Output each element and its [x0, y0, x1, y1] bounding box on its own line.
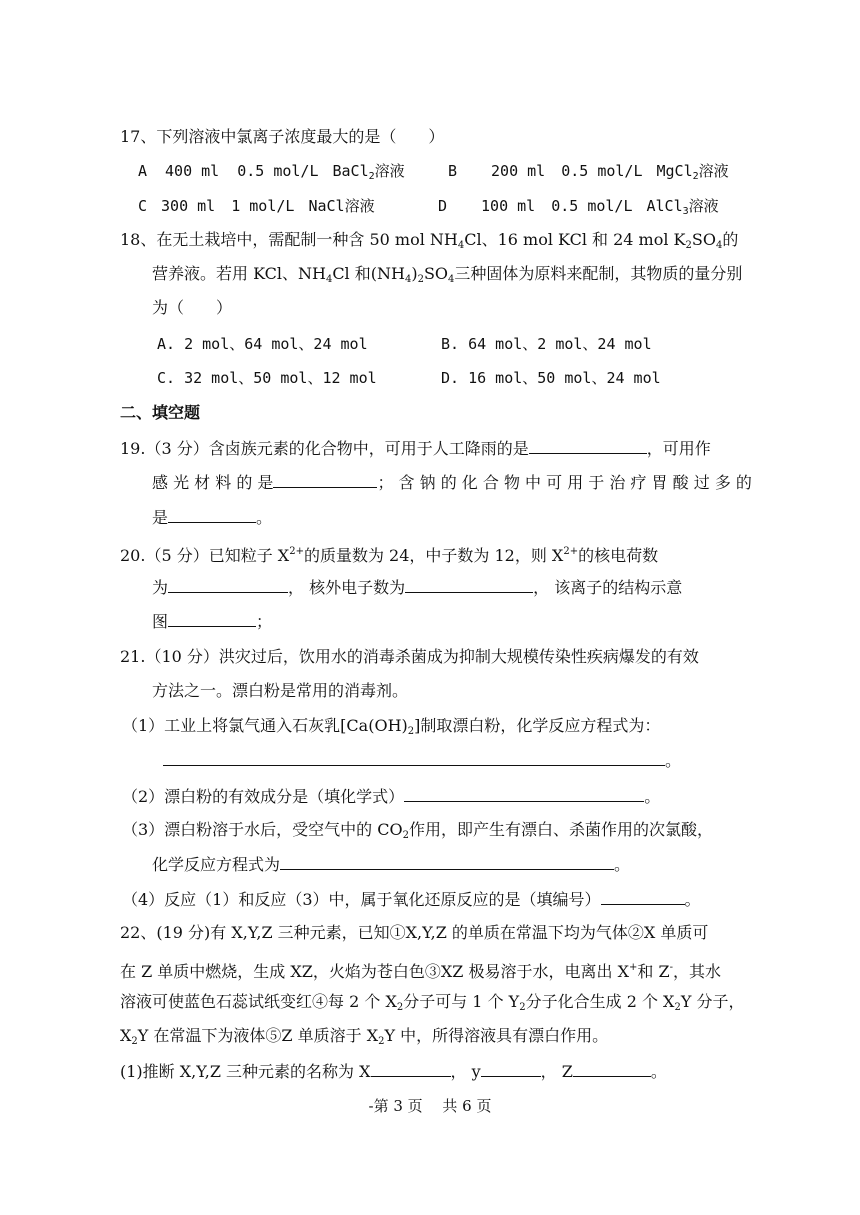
q22-blank-x[interactable]	[371, 1060, 451, 1077]
q21-blank-2[interactable]	[404, 785, 644, 802]
q19-blank-3[interactable]	[168, 506, 256, 523]
q21-blank-4[interactable]	[601, 888, 685, 905]
q22-line2: 在 Z 单质中燃烧，生成 XZ，火焰为苍白色③XZ 极易溶于水，电离出 X+和 Z-，其水	[120, 962, 721, 981]
q21-part2: （2）漂白粉的有效成分是（填化学式） 。	[122, 787, 661, 806]
q21-part4: （4）反应（1）和反应（3）中，属于氧化还原反应的是（填编号） 。	[122, 890, 701, 909]
q21-line2: 方法之一。漂白粉是常用的消毒剂。	[152, 681, 409, 700]
q18-stem-line2: 营养液。若用 KCl、$NH_4Cl$ 和$(NH_4)_2SO_4$三种固体为原料来配制，其物质的量分别	[152, 264, 743, 285]
q18-option-a: A. 2 mol、64 mol、24 mol	[157, 335, 368, 353]
q22-blank-z[interactable]	[573, 1060, 651, 1077]
q19-line1: 19.（3 分）含卤族元素的化合物中，可用于人工降雨的是 ，可用作	[120, 439, 711, 458]
page-footer: -第 3 页 共 6 页	[368, 1097, 492, 1115]
q22-line4: $X_2Y$ 在常温下为液体⑤Z 单质溶于 $X_2Y$ 中，所得溶液具有漂白作用。	[120, 1026, 609, 1047]
q20-blank-1[interactable]	[168, 576, 288, 593]
q21-part3: （3）漂白粉溶于水后，受空气中的 $CO_2$作用，即产生有漂白、杀菌作用的次氯酸，	[122, 820, 714, 841]
q17-option-c: C 300 ml 1 mol/L NaCl溶液	[138, 197, 375, 215]
q18-option-d: D. 16 mol、50 mol、24 mol	[441, 369, 661, 387]
q18-stem-line1: 18、在无土栽培中，需配制一种含 50 mol $NH_4Cl$、16 mol KCl 和 24 mol $K_2SO_4$的	[120, 230, 739, 251]
section-title-fill-in: 二、填空题	[120, 403, 201, 422]
q17-option-d: D 100 ml 0.5 mol/L AlCl$_3$溶液	[438, 197, 719, 217]
q21-blank-1[interactable]	[163, 749, 665, 766]
q18-stem-line3: 为（ ）	[152, 298, 233, 317]
q19-blank-2[interactable]	[273, 471, 377, 488]
q17-stem: 17、下列溶液中氯离子浓度最大的是（ ）	[120, 127, 445, 146]
q20-line3: 图 ；	[152, 612, 273, 631]
q21-line1: 21.（10 分）洪灾过后，饮用水的消毒杀菌成为抑制大规模传染性疾病爆发的有效	[120, 647, 699, 666]
q17-option-b: B 200 ml 0.5 mol/L MgCl$_2$溶液	[448, 162, 729, 182]
q22-line3: 溶液可使蓝色石蕊试纸变红④每 2 个 $X_2$分子可与 1 个 $Y_2$分子化合生成 2 个 $X_2Y$ 分子，	[120, 992, 745, 1013]
q20-blank-3[interactable]	[168, 610, 256, 627]
q20-line1: 20.（5 分）已知粒子 $X^{2+}$的质量数为 24，中子数为 12，则 $X^{2+}$的核电荷数	[120, 546, 659, 565]
q19-line3: 是 。	[152, 508, 273, 527]
q18-option-c: C. 32 mol、50 mol、12 mol	[157, 369, 377, 387]
q18-option-b: B. 64 mol、2 mol、24 mol	[441, 335, 652, 353]
q20-line2: 为 ， 核外电子数为 ， 该离子的结构示意	[152, 578, 683, 597]
q17-option-a: A 400 ml 0.5 mol/L BaCl$_2$溶液	[138, 162, 405, 182]
q22-part1: (1)推断 X,Y,Z 三种元素的名称为 X ， y ， Z 。	[120, 1062, 667, 1081]
q20-blank-2[interactable]	[405, 576, 533, 593]
q21-part3-line2: 化学反应方程式为 。	[152, 855, 631, 874]
q19-blank-1[interactable]	[529, 437, 647, 454]
q19-line2: 感 光 材 料 的 是 ； 含 钠 的 化 合 物 中 可 用 于 治 疗 胃 酸 过 多 的	[152, 473, 752, 492]
q21-part1: （1）工业上将氯气通入石灰乳$[Ca(OH)_2]$制取漂白粉，化学反应方程式为：	[122, 716, 661, 737]
q22-line1: 22、(19 分)有 X,Y,Z 三种元素，已知①X,Y,Z 的单质在常温下均为气体②X 单质可	[120, 923, 709, 942]
q21-part1-answer-line: 。	[163, 749, 681, 772]
q21-blank-3[interactable]	[280, 853, 614, 870]
q22-blank-y[interactable]	[481, 1060, 541, 1077]
